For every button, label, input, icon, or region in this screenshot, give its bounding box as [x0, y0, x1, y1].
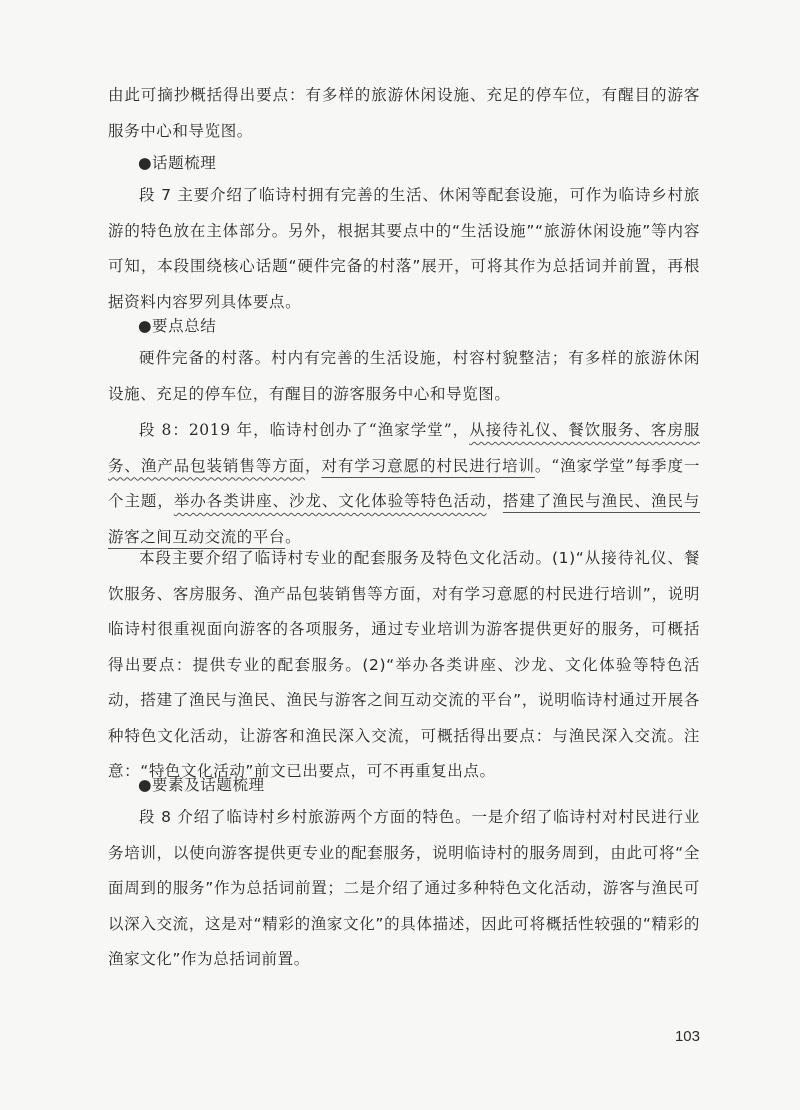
- paragraph-section-7-analysis: 段 7 主要介绍了临诗村拥有完善的生活、休闲等配套设施，可作为临诗乡村旅游的特色放在主体部分。另外，根据其要点中的“生活设施”“旅游休闲设施”等内容可知，本段围绕核心话题“硬件完备的村落”展开，可将其作为总括词并前置，再根据资料内容罗列具体要点。: [108, 186, 700, 311]
- heading-elements-topic-sorting: [138, 770, 265, 800]
- text-run: 。“渔家学堂”每季度一个主题，: [108, 456, 700, 510]
- underlined-text: 搭建了渔民与渔民、渔民与游客之间互动交流的平台: [108, 492, 701, 546]
- paragraph-summary-1: 由此可摘抄概括得出要点：有多样的旅游休闲设施、充足的停车位，有醒目的游客服务中心和导览图。: [108, 86, 700, 140]
- text-run: 段 8：2019 年，临诗村创办了“渔家学堂”，: [139, 421, 470, 439]
- bullet-icon: ●: [138, 317, 153, 335]
- heading-key-points: [138, 311, 216, 341]
- text-run: ，: [486, 492, 503, 510]
- text-run: 。: [285, 527, 302, 546]
- bullet-icon: ●: [138, 776, 153, 794]
- bullet-icon: ●: [138, 154, 153, 172]
- heading-text: 话题梳理: [152, 154, 217, 172]
- wavy-underlined-text: 举办各类讲座、沙龙、文化体验等特色活动: [173, 492, 487, 510]
- heading-text: 要点总结: [152, 317, 217, 335]
- heading-text: 要素及话题梳理: [152, 776, 265, 794]
- wavy-underlined-text: 从接待礼仪、餐饮服务、客房服务、渔产品包装销售等方面: [108, 421, 700, 475]
- paragraph-key-points-summary: 硬件完备的村落。村内有完善的生活设施，村容村貌整洁；有多样的旅游休闲设施、充足的停车位，有醒目的游客服务中心和导览图。: [108, 349, 700, 403]
- text-run: ，: [305, 456, 322, 475]
- heading-topic-sorting: [138, 148, 216, 178]
- underlined-text: 对有学习意愿的村民进行培训: [321, 456, 535, 475]
- paragraph-section-8-analysis: 本段主要介绍了临诗村专业的配套服务及特色文化活动。(1)“从接待礼仪、餐饮服务、客房服务、渔产品包装销售等方面，对有学习意愿的村民进行培训”，说明临诗村很重视面向游客的各项服务，通过专业培训为游客提供更好的服务，可概括得出要点：提供专业的配套服务。(2)“举办各类讲座、沙龙、文化体验等特色活动，搭建了渔民与渔民、渔民与游客之间互动交流的平台”，说明临诗村通过开展各种特色文化活动，让游客和渔民深入交流，可概括得出要点：与渔民深入交流。注意：“特色文化活动”前文已出要点，可不再重复出点。: [108, 549, 700, 780]
- paragraph-section-8-source: [108, 413, 700, 555]
- page-number: 103: [674, 1028, 700, 1045]
- paragraph-section-8-features: 段 8 介绍了临诗村乡村旅游两个方面的特色。一是介绍了临诗村对村民进行业务培训，以使向游客提供更专业的配套服务，说明临诗村的服务周到，由此可将“全面周到的服务”作为总括词前置；二是介绍了通过多种特色文化活动，游客与渔民可以深入交流，这是对“精彩的渔家文化”的具体描述，因此可将概括性较强的“精彩的渔家文化”作为总括词前置。: [108, 808, 700, 968]
